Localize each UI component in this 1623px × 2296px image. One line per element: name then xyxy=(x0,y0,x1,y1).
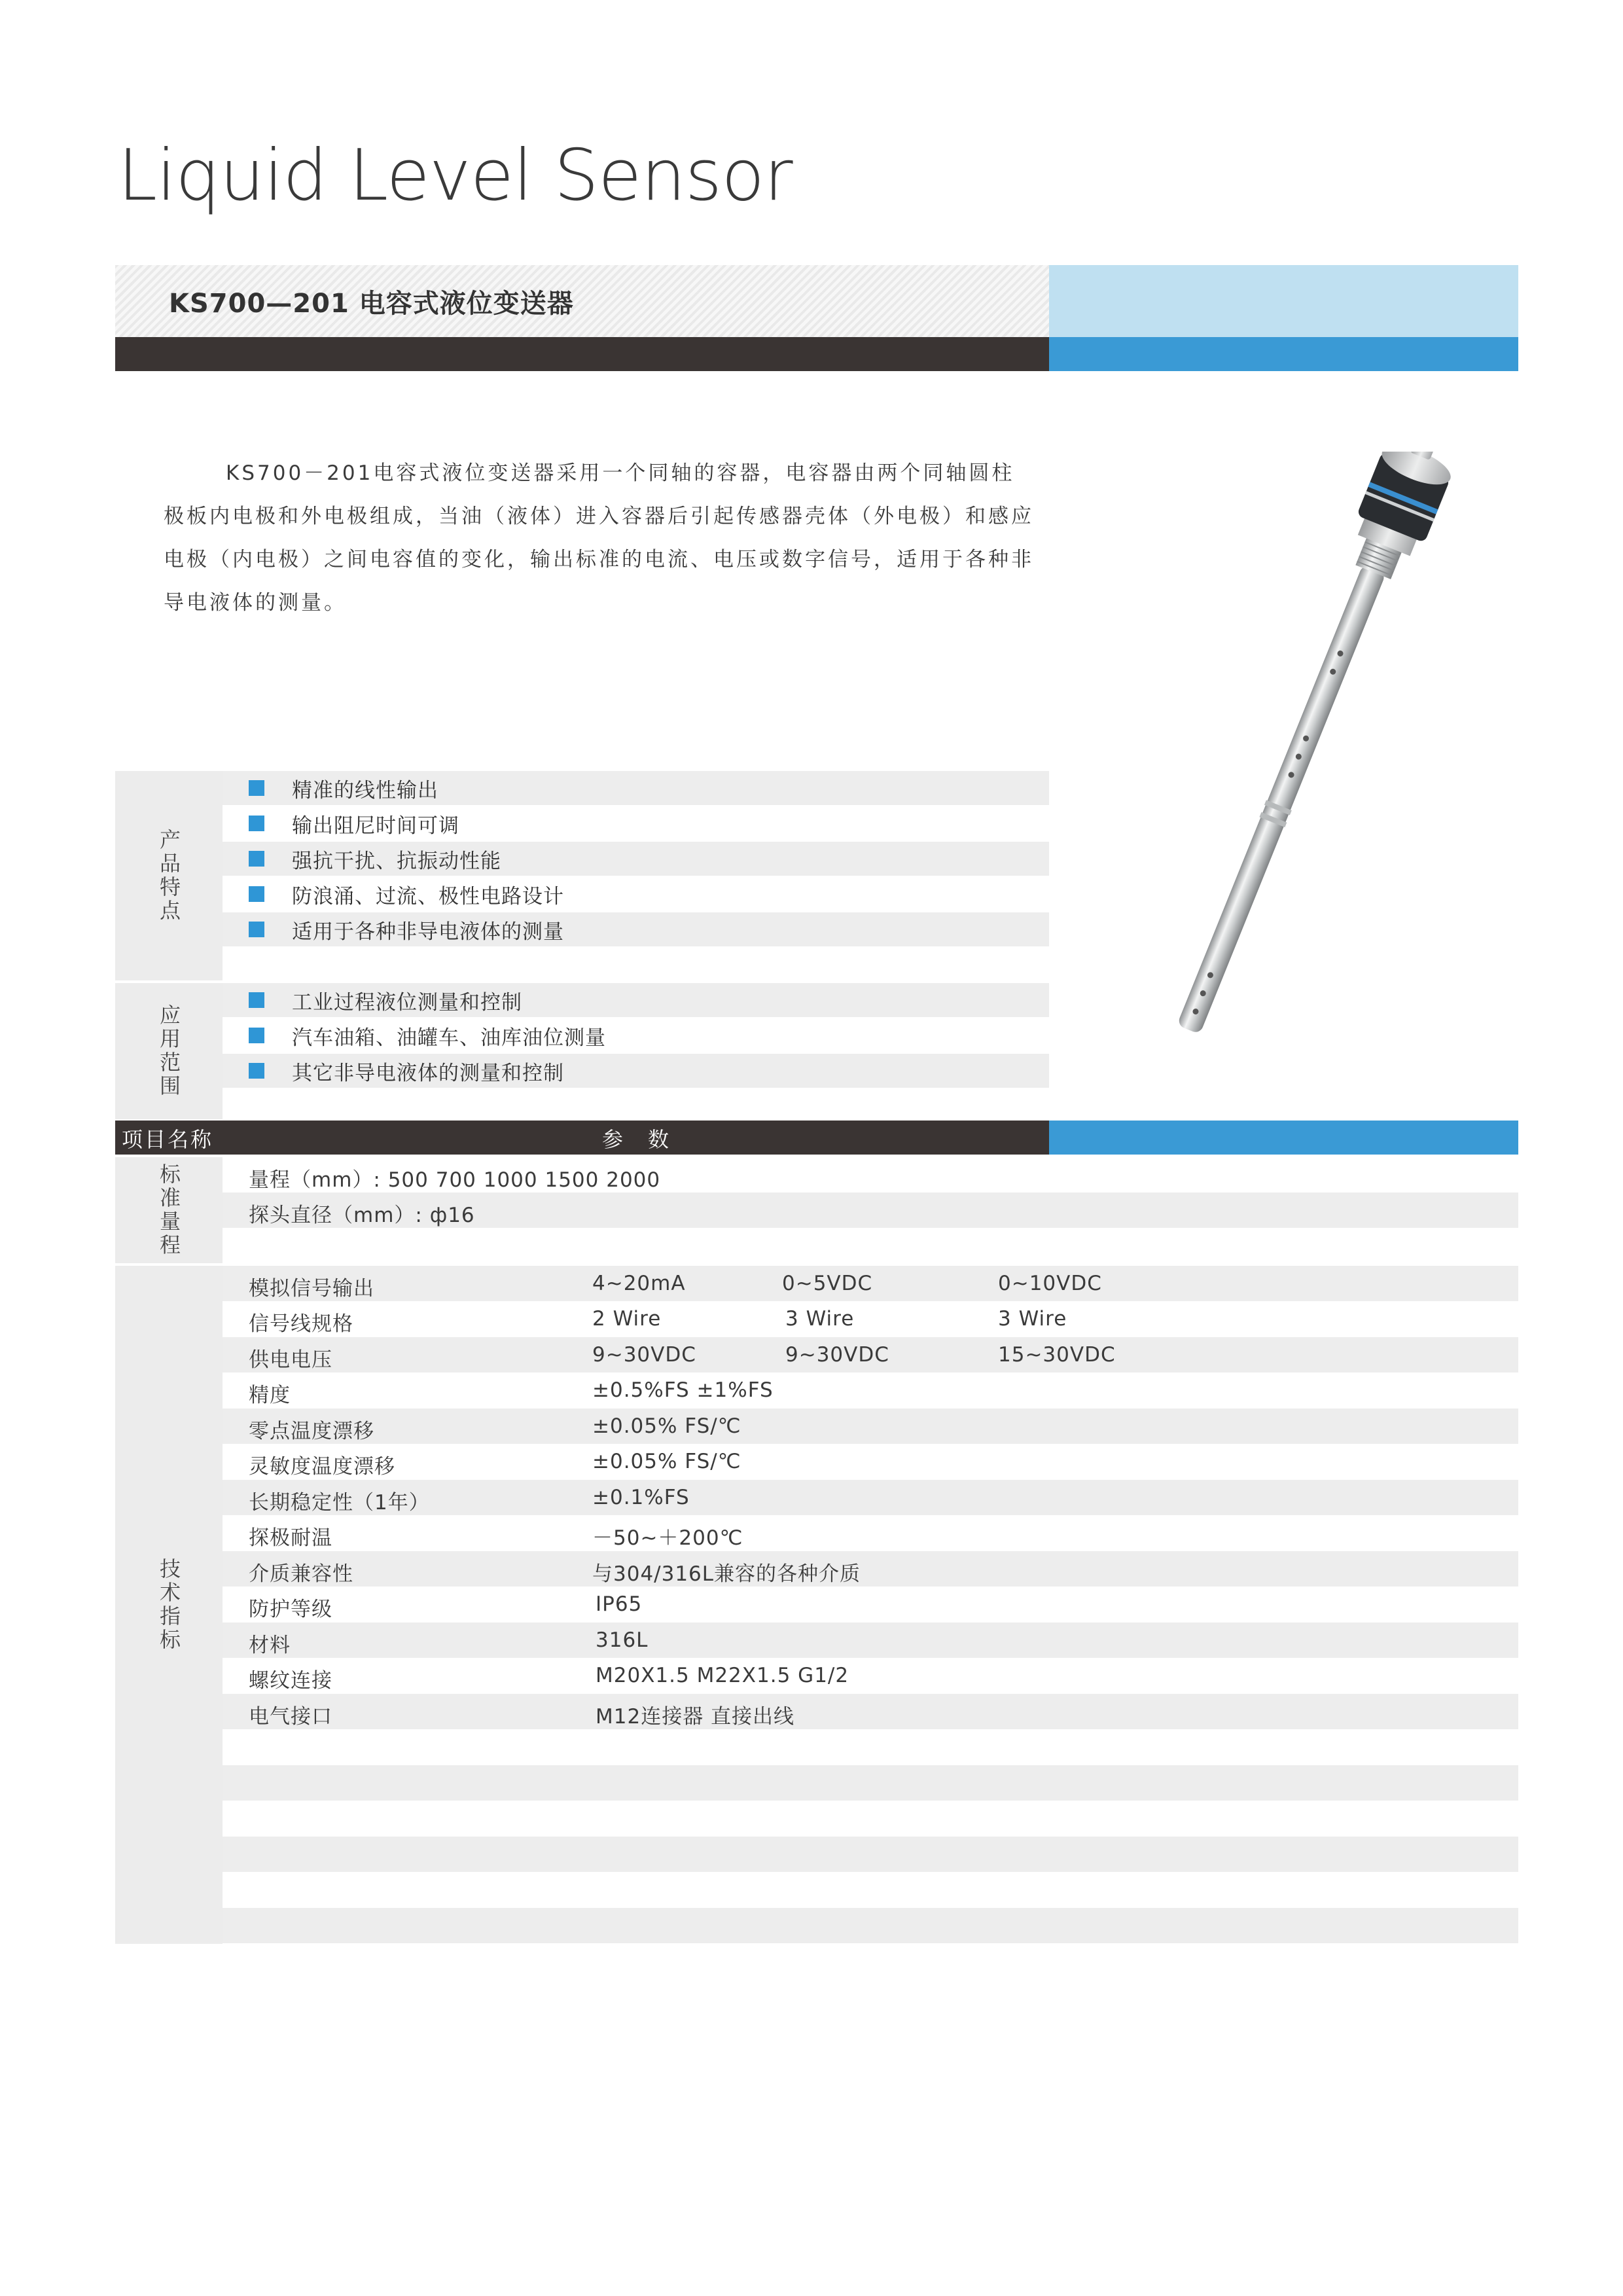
table-header-params: 参 数 xyxy=(602,1127,671,1152)
square-bullet-icon xyxy=(249,1028,264,1043)
square-bullet-icon xyxy=(249,992,264,1008)
application-item: 工业过程液位测量和控制 xyxy=(249,982,522,1018)
spec-name: 介质兼容性 xyxy=(249,1562,353,1586)
spec-name: 灵敏度温度漂移 xyxy=(249,1455,395,1479)
intro-paragraph: KS700－201电容式液位变送器采用一个同轴的容器，电容器由两个同轴圆柱极板内电极和外电极组成，当油（液体）进入容器后引起传感器壳体（外电极）和感应电极（内电极）之间电容值的变化，输出标准的电流、电压或数字信号，适用于各种非导电液体的测量。 xyxy=(164,461,1034,615)
table-header-bar xyxy=(115,1121,1049,1155)
spec-value: ±0.1%FS xyxy=(592,1486,690,1509)
spec-name: 零点温度漂移 xyxy=(249,1420,374,1443)
spec-value: IP65 xyxy=(596,1592,643,1616)
features-side-label: 产品特点 xyxy=(115,771,223,980)
square-bullet-icon xyxy=(249,780,264,796)
header-blue-bar xyxy=(1049,337,1518,371)
spec-value: 9~30VDC xyxy=(592,1343,696,1367)
spec-value: 3 Wire xyxy=(998,1307,1067,1331)
square-bullet-icon xyxy=(249,886,264,902)
spec-value: 15~30VDC xyxy=(998,1343,1116,1367)
spec-name: 信号线规格 xyxy=(249,1312,353,1336)
header-dark-bar xyxy=(115,337,1049,371)
spec-value: ±0.05% FS/℃ xyxy=(592,1414,741,1438)
application-item: 汽车油箱、油罐车、油库油位测量 xyxy=(249,1018,606,1053)
spec-value: ±0.05% FS/℃ xyxy=(592,1450,741,1473)
table-header-blue-bar xyxy=(1049,1121,1518,1155)
square-bullet-icon xyxy=(249,851,264,867)
square-bullet-icon xyxy=(249,1063,264,1079)
feature-item: 防浪涌、过流、极性电路设计 xyxy=(249,876,564,912)
feature-item: 输出阻尼时间可调 xyxy=(249,806,459,841)
spec-name: 材料 xyxy=(249,1634,291,1657)
spec-name: 模拟信号输出 xyxy=(249,1277,374,1300)
spec-value: 0~5VDC xyxy=(782,1272,873,1295)
sensor-product-image xyxy=(1126,452,1492,1080)
spec-name: 防护等级 xyxy=(249,1598,332,1621)
spec-value: M12连接器 直接出线 xyxy=(596,1705,795,1729)
spec-value: 2 Wire xyxy=(592,1307,662,1331)
spec-value: 与304/316L兼容的各种介质 xyxy=(592,1562,861,1586)
header-light-blue-block xyxy=(1049,265,1518,337)
spec-value: M20X1.5 M22X1.5 G1/2 xyxy=(596,1664,849,1687)
applications-side-label: 应用范围 xyxy=(115,983,223,1119)
square-bullet-icon xyxy=(249,922,264,937)
spec-value: －50~＋200℃ xyxy=(592,1526,743,1550)
range-row: 量程（mm）: 500 700 1000 1500 2000 xyxy=(249,1168,661,1192)
spec-name: 精度 xyxy=(249,1384,291,1407)
tech-side-label: 技术指标 xyxy=(115,1266,223,1944)
product-subtitle: KS700—201 电容式液位变送器 xyxy=(169,289,574,319)
square-bullet-icon xyxy=(249,816,264,831)
spec-value: 3 Wire xyxy=(785,1307,855,1331)
standard-range-side-label: 标准量程 xyxy=(115,1157,223,1263)
spec-value: 0~10VDC xyxy=(998,1272,1102,1295)
spec-value: ±0.5%FS ±1%FS xyxy=(592,1378,774,1402)
spec-name: 螺纹连接 xyxy=(249,1669,332,1693)
spec-name: 长期稳定性（1年） xyxy=(249,1491,430,1515)
spec-value: 316L xyxy=(596,1628,649,1652)
spec-value: 4~20mA xyxy=(592,1272,686,1295)
probe-diameter-row: 探头直径（mm）: ф16 xyxy=(249,1204,475,1227)
page-title: Liquid Level Sensor xyxy=(118,135,793,217)
spec-name: 探极耐温 xyxy=(249,1526,332,1550)
spec-value: 9~30VDC xyxy=(785,1343,889,1367)
feature-item: 强抗干扰、抗振动性能 xyxy=(249,841,501,876)
feature-item: 适用于各种非导电液体的测量 xyxy=(249,912,564,947)
spec-name: 电气接口 xyxy=(249,1705,332,1729)
spec-name: 供电电压 xyxy=(249,1348,332,1372)
application-item: 其它非导电液体的测量和控制 xyxy=(249,1053,564,1088)
table-header-name: 项目名称 xyxy=(122,1127,214,1152)
feature-item: 精准的线性输出 xyxy=(249,770,438,806)
